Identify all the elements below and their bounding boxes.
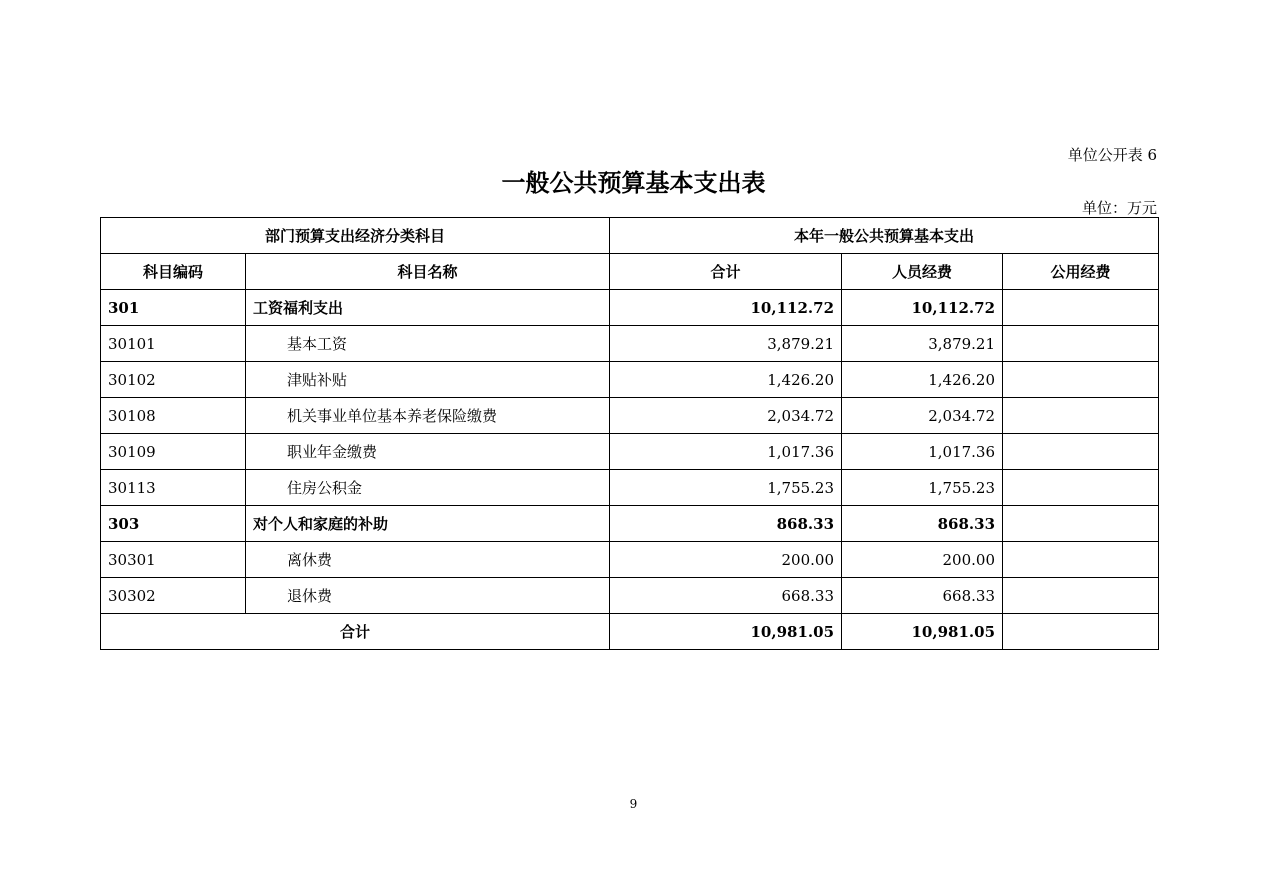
row-code: 30102 [101, 362, 246, 398]
table-row [101, 398, 1159, 434]
table-row [101, 578, 1159, 614]
row-public [1003, 542, 1159, 578]
row-name: 机关事业单位基本养老保险缴费 [246, 398, 610, 434]
row-name: 退休费 [246, 578, 610, 614]
table-row [101, 542, 1159, 578]
row-personnel: 3,879.21 [842, 326, 1003, 362]
row-total: 10,112.72 [610, 290, 842, 326]
column-header-total: 合计 [610, 254, 842, 290]
total-label: 合计 [101, 614, 610, 650]
table-row [101, 290, 1159, 326]
table-column-header-row [101, 254, 1159, 290]
row-personnel: 200.00 [842, 542, 1003, 578]
row-name: 住房公积金 [246, 470, 610, 506]
row-total: 1,426.20 [610, 362, 842, 398]
column-header-code: 科目编码 [101, 254, 246, 290]
row-public [1003, 470, 1159, 506]
row-name: 津贴补贴 [246, 362, 610, 398]
row-code: 30301 [101, 542, 246, 578]
row-personnel: 1,755.23 [842, 470, 1003, 506]
row-total: 3,879.21 [610, 326, 842, 362]
row-code: 30302 [101, 578, 246, 614]
row-public [1003, 362, 1159, 398]
document-reference: 单位公开表 6 [1067, 146, 1157, 164]
row-public [1003, 506, 1159, 542]
table-row [101, 506, 1159, 542]
row-total: 668.33 [610, 578, 842, 614]
column-header-public: 公用经费 [1003, 254, 1159, 290]
row-public [1003, 398, 1159, 434]
row-public [1003, 290, 1159, 326]
row-total: 200.00 [610, 542, 842, 578]
table-row [101, 434, 1159, 470]
table-group-header-row [101, 218, 1159, 254]
row-public [1003, 434, 1159, 470]
table-row [101, 362, 1159, 398]
unit-label: 单位：万元 [1081, 199, 1157, 217]
row-personnel: 1,426.20 [842, 362, 1003, 398]
row-name: 工资福利支出 [246, 290, 610, 326]
row-name: 离休费 [246, 542, 610, 578]
row-public [1003, 578, 1159, 614]
row-code: 30101 [101, 326, 246, 362]
row-code: 30109 [101, 434, 246, 470]
row-name: 基本工资 [246, 326, 610, 362]
row-total: 1,755.23 [610, 470, 842, 506]
row-personnel: 868.33 [842, 506, 1003, 542]
row-public [1003, 326, 1159, 362]
grand-total: 10,981.05 [610, 614, 842, 650]
page-number: 9 [629, 797, 638, 811]
row-personnel: 1,017.36 [842, 434, 1003, 470]
row-code: 30113 [101, 470, 246, 506]
table-total-row [101, 614, 1159, 650]
row-name: 对个人和家庭的补助 [246, 506, 610, 542]
table-row [101, 470, 1159, 506]
row-code: 303 [101, 506, 246, 542]
row-personnel: 2,034.72 [842, 398, 1003, 434]
table-row [101, 326, 1159, 362]
row-total: 2,034.72 [610, 398, 842, 434]
group-header-basic-expenditure: 本年一般公共预算基本支出 [610, 218, 1159, 254]
grand-personnel: 10,981.05 [842, 614, 1003, 650]
row-code: 301 [101, 290, 246, 326]
row-total: 1,017.36 [610, 434, 842, 470]
page-title: 一般公共预算基本支出表 [501, 169, 766, 197]
row-name: 职业年金缴费 [246, 434, 610, 470]
row-code: 30108 [101, 398, 246, 434]
grand-public [1003, 614, 1159, 650]
row-total: 868.33 [610, 506, 842, 542]
row-personnel: 10,112.72 [842, 290, 1003, 326]
column-header-name: 科目名称 [246, 254, 610, 290]
budget-table [100, 217, 1159, 650]
group-header-economic-classification: 部门预算支出经济分类科目 [101, 218, 610, 254]
column-header-personnel: 人员经费 [842, 254, 1003, 290]
row-personnel: 668.33 [842, 578, 1003, 614]
